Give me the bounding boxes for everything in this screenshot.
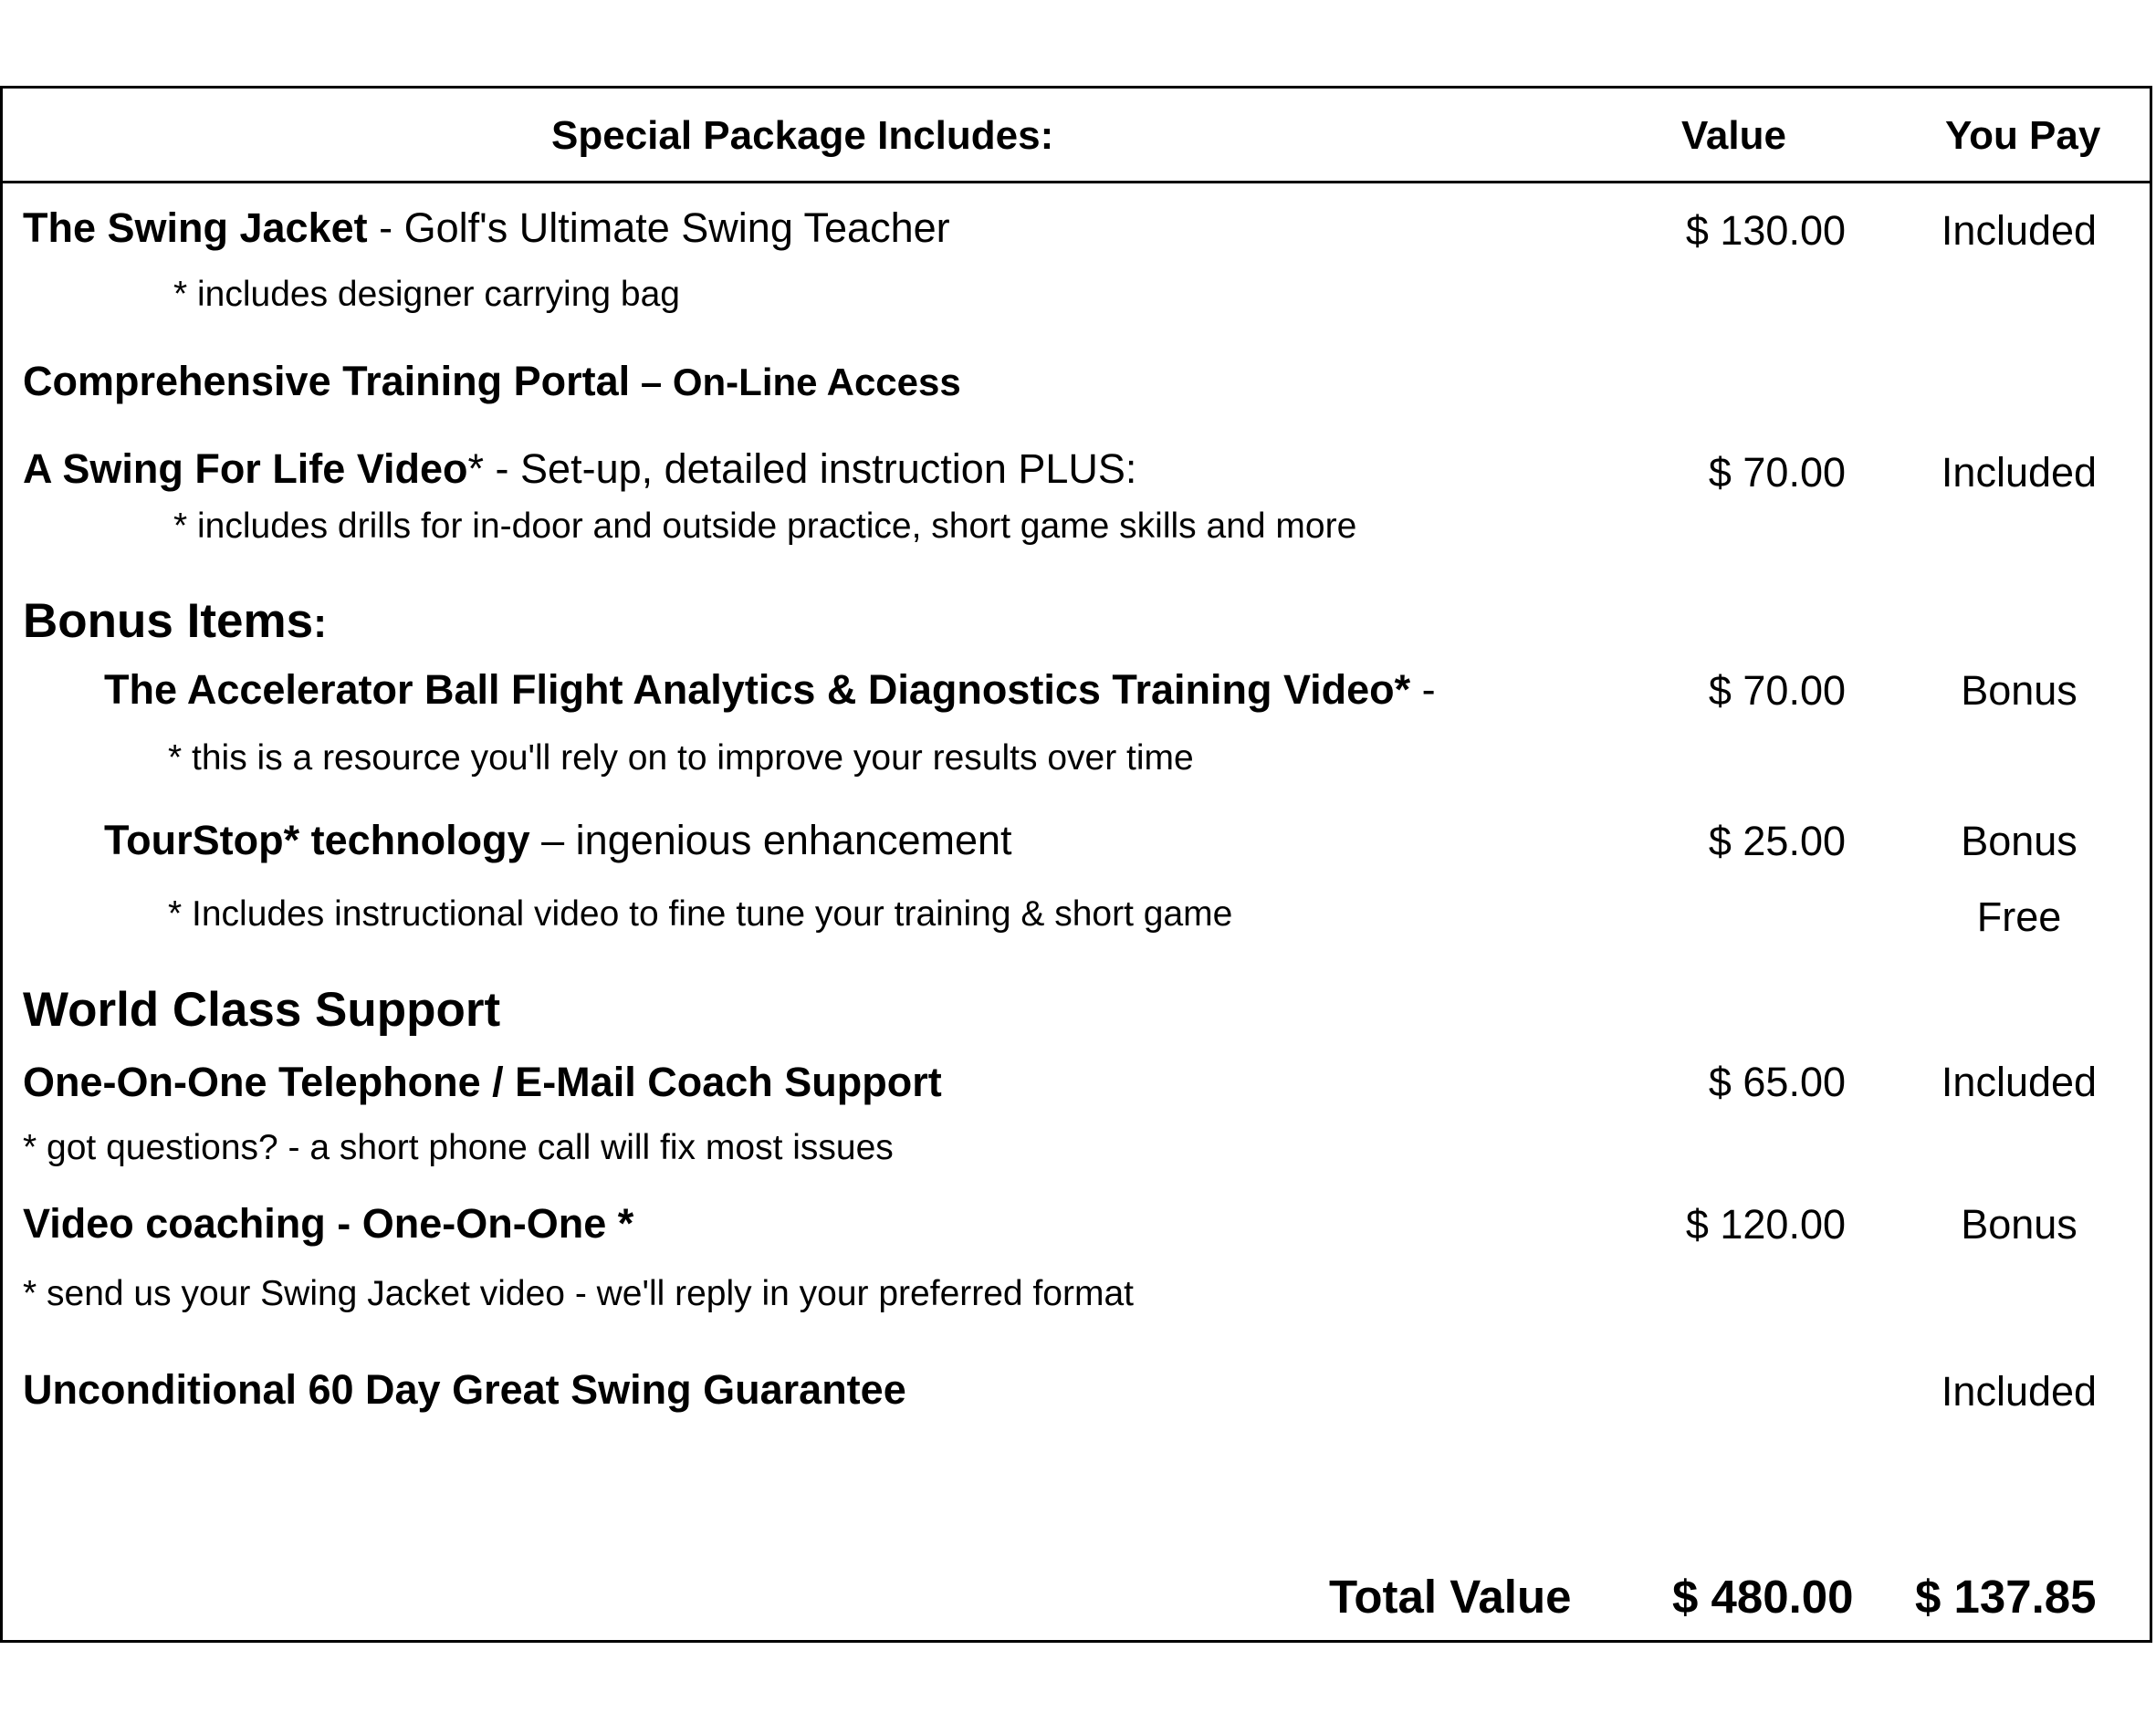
swing-video-name: A Swing For Life Video (23, 445, 468, 492)
portal-title (23, 360, 961, 402)
accelerator-desc: - (1410, 666, 1436, 713)
swing-jacket-value: $ 130.00 (1685, 207, 1846, 254)
tourstop-pay: Bonus (1961, 818, 2078, 864)
tourstop-name: TourStop* technology (104, 817, 530, 863)
video-coaching-note: * send us your Swing Jacket video - we'll reply in your preferred format (23, 1274, 1134, 1313)
swing-jacket-desc: - Golf's Ultimate Swing Teacher (367, 204, 950, 251)
swing-video-pay: Included (1941, 449, 2098, 496)
portal-name: Comprehensive Training Portal (23, 358, 631, 404)
phone-support-pay: Included (1941, 1059, 2098, 1105)
tourstop-value: $ 25.00 (1708, 818, 1846, 864)
guarantee-pay: Included (1941, 1368, 2098, 1415)
total-value-label: Total Value (1329, 1571, 1572, 1623)
total-pay-amount: $ 137.85 (1915, 1571, 2097, 1623)
tourstop-note: * Includes instructional video to fine tune your training & short game (168, 894, 1233, 934)
tourstop-title (104, 817, 1012, 863)
accelerator-name: The Accelerator Ball Flight Analytics & Diagnostics Training Video* (104, 666, 1411, 713)
swing-jacket-pay: Included (1941, 207, 2098, 254)
bonus-items-name: Bonus Items (23, 594, 314, 648)
swing-video-title (23, 445, 1137, 492)
accelerator-title (104, 666, 1436, 713)
tourstop-desc: – ingenious enhancement (529, 817, 1012, 863)
swing-jacket-note: * includes designer carrying bag (173, 275, 680, 314)
accelerator-value: $ 70.00 (1708, 667, 1846, 714)
swing-video-note: * includes drills for in-door and outside practice, short game skills and more (173, 507, 1357, 546)
video-coaching-title: Video coaching - One-On-One * (23, 1200, 634, 1247)
guarantee-title: Unconditional 60 Day Great Swing Guarantee (23, 1366, 906, 1413)
video-coaching-pay: Bonus (1961, 1201, 2078, 1248)
bonus-items-heading (23, 594, 328, 648)
total-value-amount: $ 480.00 (1672, 1571, 1854, 1623)
swing-video-desc: * - Set-up, detailed instruction PLUS: (467, 445, 1137, 492)
phone-support-title: One-On-One Telephone / E-Mail Coach Support (23, 1059, 942, 1105)
swing-jacket-name: The Swing Jacket (23, 204, 368, 251)
you-pay-column-header: You Pay (1945, 113, 2101, 158)
portal-desc: – On-Line Access (630, 360, 961, 403)
video-coaching-value: $ 120.00 (1685, 1201, 1846, 1248)
table-title: Special Package Includes: (551, 113, 1054, 158)
value-column-header: Value (1681, 113, 1786, 158)
accelerator-pay: Bonus (1961, 667, 2078, 714)
tourstop-pay-free: Free (1976, 893, 2062, 940)
header-divider (0, 181, 2152, 183)
swing-video-value: $ 70.00 (1708, 449, 1846, 496)
bonus-items-colon: : (313, 600, 328, 646)
accelerator-note: * this is a resource you'll rely on to improve your results over time (168, 738, 1194, 778)
support-heading: World Class Support (23, 983, 501, 1037)
phone-support-value: $ 65.00 (1708, 1059, 1846, 1105)
phone-support-note: * got questions? - a short phone call will fix most issues (23, 1128, 894, 1167)
swing-jacket-title (23, 204, 950, 251)
